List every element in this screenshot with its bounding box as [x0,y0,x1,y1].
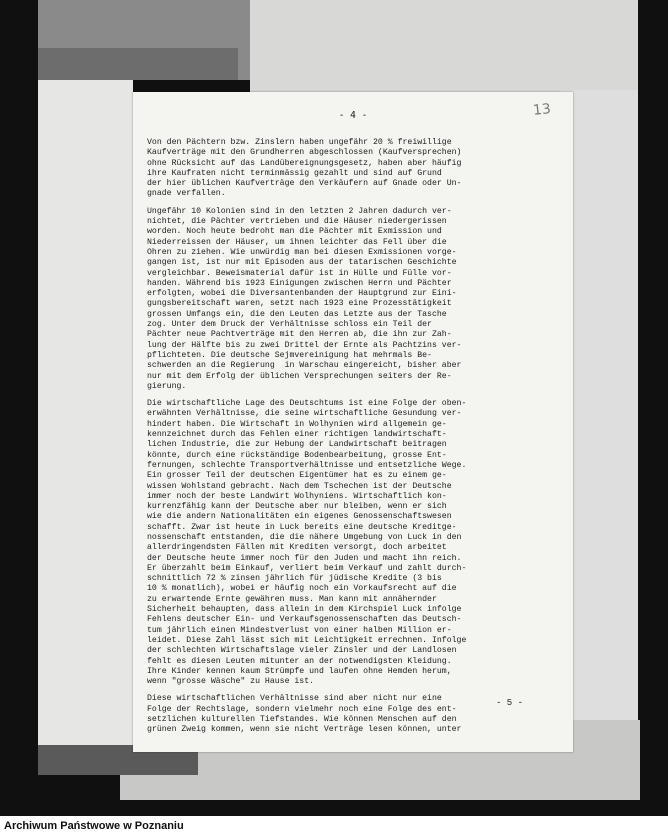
text-line: zog. Unter dem Druck der Verhältnisse schloss ein Teil der [147,320,432,330]
text-line: Ein grosser Teil der deutschen Eigentümer hat es zu einem ge- [147,471,447,481]
text-line: zu erwartende Ernte gewähren muss. Man kann mit annähernder [147,594,437,604]
text-line: könnte, durch eine rückständige Bodenbearbeitung, grosse Ent- [147,450,447,460]
text-line: der hier üblichen Kaufverträge den Verkäufern auf Gnade oder Un- [147,179,462,189]
text-line: schwerden an die Regierung in Warschau eingereicht, bisher aber [147,361,462,371]
text-line: immer noch der beste Landwirt Wolhyniens. Wirtschaftlich kon- [147,491,447,501]
text-line: ohne Rücksicht auf das Landübereignungsgesetz, haben aber häufig [147,158,462,168]
paragraph [147,207,563,392]
text-line: allerdringendsten Fällen mit Krediten versorgt, doch arbeitet [147,543,447,553]
text-line: Fehlens deutscher Ein- und Verkaufsgenossenschaften das Deutsch- [147,615,462,625]
text-line: grossen Umfangs ein, die den Leuten das Letzte aus der Tasche [147,309,447,319]
body-text [147,138,563,743]
text-line: Folge der Rechtslage, sondern vielmehr noch eine Folge des ent- [147,704,457,714]
text-line: tum jährlich einen Mindestverlust von einer halben Million er- [147,625,452,635]
text-line: Sicherheit behaupten, dass allein in dem Kirchspiel Luck infolge [147,605,462,615]
text-line: gierung. [147,381,187,391]
text-line: ihre Kaufraten nicht terminmässig gezahlt und sind auf Grund [147,168,442,178]
text-line: der Deutsche heute immer noch für den Juden und macht ihn reich. [147,553,462,563]
text-line: wenn "grosse Wäsche" zu Hause ist. [147,677,315,687]
paragraph [147,399,563,687]
archive-footer [0,816,668,840]
text-line: Von den Pächtern bzw. Zinslern haben ungefähr 20 % freiwillige [147,138,452,147]
text-line: Ihre Kinder kennen kaum Strümpfe und laufen ohne Hemden herum, [147,666,452,676]
background-sheet [250,0,638,92]
handwritten-folio-number: 13 [532,101,552,119]
text-line: 10 % monatlich), wobei er häufig noch ein Vorkaufsrecht auf die [147,584,457,594]
text-line: Ungefähr 10 Kolonien sind in den letzten 2 Jahren dadurch ver- [147,206,452,216]
text-line: kennzeichnet durch das Fehlen einer richtigen landwirtschaft- [147,430,447,440]
archive-label: Archiwum Państwowe w Poznaniu [4,820,184,832]
text-line: leidet. Diese Zahl lässt sich mit Leichtigkeit errechnen. Infolge [147,635,467,645]
text-line: nossenschaft entstanden, die die nähere Umgebung von Luck in den [147,532,462,542]
text-line: der schlechten Wirtschaftslage vieler Zinsler und der Landlosen [147,646,457,656]
text-line: erwähnten Verhältnisse, die seine wirtschaftliche Gesundung ver- [147,409,462,419]
text-line: kurrenzfähig kann der Deutsche aber nur bleiben, wenn er sich [147,502,447,512]
text-line: pflichteten. Die deutsche Sejmvereinigung hat mehrmals Be- [147,350,432,360]
text-line: erfolgten, wobei die Diversantenbanden der Hauptgrund zur Eini- [147,289,457,299]
text-line: Die wirtschaftliche Lage des Deutschtums ist eine Folge der oben- [147,399,467,409]
paragraph [147,138,563,200]
text-line: nichtet, die Pächter vertrieben und die Häuser niedergerissen [147,217,447,227]
text-line: gangen ist, ist nur mit Episoden aus der tatarischen Geschichte [147,258,457,268]
text-line: wissen Wohlstand gebracht. Nach dem Tschechen ist der Deutsche [147,481,452,491]
text-line: Diese wirtschaftlichen Verhältnisse sind aber nicht nur eine [147,694,442,704]
text-line: nur mit dem Erfolg der üblichen Versprechungen seiters der Re- [147,371,452,381]
text-line: Ohren zu ziehen. Wie unwürdig man bei diesen Exmissionen vorge- [147,247,457,257]
text-line: Niederreissen der Häuser, um ihnen leichter das Fell über die [147,237,447,247]
text-line: schafft. Zwar ist heute in Luck bereits eine deutsche Kreditge- [147,522,457,532]
text-line: fehlt es diesen Leuten mitunter an der notwendigsten Kleidung. [147,656,452,666]
text-line: schnittlich 72 % zinsen jährlich für jüdische Kredite (3 bis [147,574,442,584]
text-line: lichen Industrie, die zur Hebung der Landwirtschaft beitragen [147,440,447,450]
text-line: hindert haben. Die Wirtschaft in Wolhynien wird allgemein ge- [147,419,447,429]
text-line: Kaufverträge mit den Grundherren abgeschlossen (Kaufversprechen) [147,148,462,158]
text-line: handen. Während bis 1923 Einigungen zwischen Herrn und Pächter [147,278,452,288]
text-line: fernungen, schlechte Transportverhältnisse und entsetzliche Wege. [147,460,467,470]
next-page-catchword: - 5 - [495,698,523,708]
text-line: gnade verfallen. [147,189,226,199]
text-line: worden. Noch heute bedroht man die Pächter mit Exmission und [147,227,442,237]
text-line: grünen Zweig kommen, wenn sie nicht Verträge lesen können, unter [147,725,462,735]
text-line: gungsbereitschaft waren, setzt nach 1923 eine Prozesstätigkeit [147,299,452,309]
text-line: Pächter neue Pachtverträge mit den Herren ab, die ihn zur Zah- [147,330,452,340]
page-number: - 4 - [338,110,368,121]
text-line: vergleichbar. Beweismaterial dafür ist in Hülle und Fülle vor- [147,268,452,278]
text-line: wie die andern Nationalitäten ein eigenes Genossenschaftswesen [147,512,452,522]
typewritten-page [133,92,573,752]
left-page-edge [38,80,133,750]
text-line: Er überzahlt beim Einkauf, verliert beim Verkauf und zahlt durch- [147,563,467,573]
text-line: setzlichen kulturellen Tiefstandes. Wie können Menschen auf den [147,715,457,725]
background-strip [38,48,238,80]
text-line: lung der Hälfte bis zu zwei Drittel der Ernte als Pachtzins ver- [147,340,462,350]
